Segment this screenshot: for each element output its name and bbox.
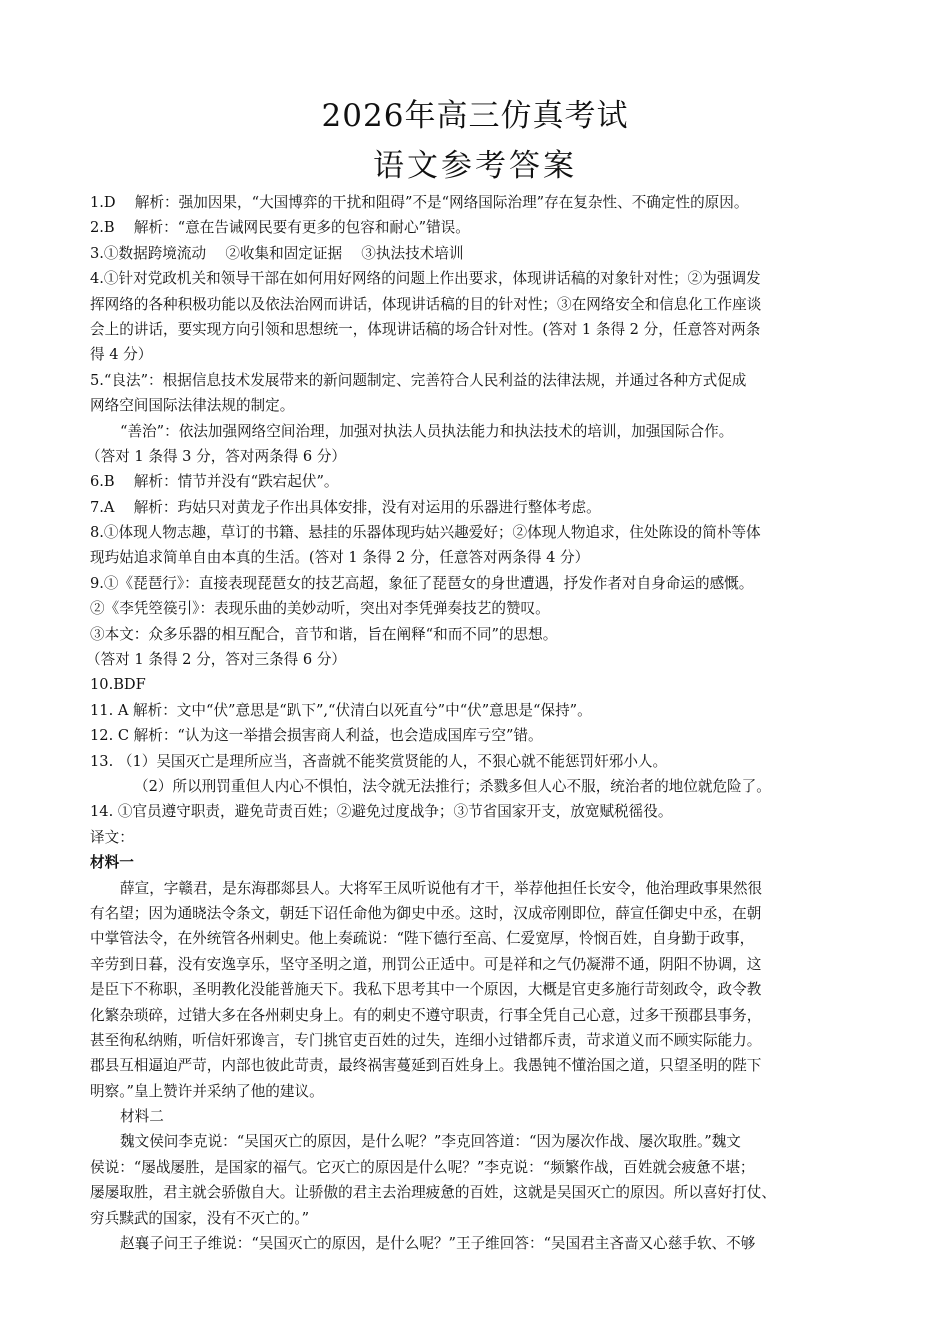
text-line: 得 4 分）: [90, 346, 153, 364]
text-line: 会上的讲话，要实现方向引领和思想统一，体现讲话稿的场合针对性。(答对 1 条得 2 分，任意答对两条: [90, 320, 761, 338]
text-line: 11. A 解析：文中“伏”意思是“趴下”,“伏清白以死直兮”中“伏”意思是“保持”。: [90, 701, 592, 719]
text-line: 10.BDF: [90, 676, 146, 694]
text-line: 13. （1）吴国灭亡是理所应当，吝啬就不能奖赏贤能的人，不狠心就不能惩罚奸邪小人。: [90, 752, 668, 770]
page-subtitle: 语文参考答案: [373, 148, 577, 184]
text-line: 屡屡取胜，君主就会骄傲自大。让骄傲的君主去治理疲惫的百姓，这就是吴国灭亡的原因。所以喜好打仗、: [90, 1184, 776, 1202]
text-line: （2）所以刑罚重但人内心不惧怕，法令就无法推行；杀戮多但人心不服，统治者的地位就危险了。: [134, 777, 771, 795]
text-line: 明察。”皇上赞许并采纳了他的建议。: [90, 1082, 324, 1100]
text-line: ②《李凭箜篌引》：表现乐曲的美妙动听，突出对李凭弹奏技艺的赞叹。: [90, 600, 550, 618]
text-line: 魏文侯问李克说：“吴国灭亡的原因，是什么呢？”李克回答道：“因为屡次作战、屡次取胜。”魏文: [120, 1133, 741, 1151]
text-line: 8.①体现人物志趣，草订的书籍、悬挂的乐器体现玙姑兴趣爱好；②体现人物追求，住处陈设的简朴等体: [90, 524, 761, 542]
section-heading: 材料二: [120, 1108, 164, 1126]
text-line: 5.“良法”：根据信息技术发展带来的新问题制定、完善符合人民利益的法律法规，并通过各种方式促成: [90, 371, 747, 389]
text-line: “善治”：依法加强网络空间治理，加强对执法人员执法能力和执法技术的培训，加强国际合作。: [120, 422, 734, 440]
text-line: 12. C 解析：“认为这一举措会损害商人利益，也会造成国库亏空”错。: [90, 727, 543, 745]
text-line: 有名望；因为通晓法令条文，朝廷下诏任命他为御史中丞。这时，汉成帝刚即位，薛宣任御史中丞，在朝: [90, 904, 762, 922]
text-line: 赵襄子问王子维说：“吴国灭亡的原因，是什么呢？”王子维回答：“吴国君主吝啬又心慈手软、不够: [120, 1235, 756, 1253]
text-line: 14. ①官员遵守职责，避免苛责百姓；②避免过度战争；③节省国家开支，放宽赋税徭役。: [90, 803, 673, 821]
text-line: 辛劳到日暮，没有安逸享乐，坚守圣明之道，刑罚公正适中。可是祥和之气仍凝滞不通，阴阳不协调，这: [90, 955, 762, 973]
text-line: （答对 1 条得 2 分，答对三条得 6 分）: [86, 651, 347, 669]
text-line: 挥网络的各种积极功能以及依法治网而讲话，体现讲话稿的目的针对性；③在网络安全和信息化工作座谈: [90, 295, 762, 313]
text-line: 现玙姑追求简单自由本真的生活。(答对 1 条得 2 分，任意答对两条得 4 分）: [90, 549, 590, 567]
text-line: 化繁杂琐碎，过错大多在各州刺史身上。有的刺史不遵守职责，行事全凭自己心意，过多干预郡县事务，: [90, 1006, 762, 1024]
text-line: 薛宣，字赣君，是东海郡郯县人。大将军王凤听说他有才干，举荐他担任长安令，他治理政事果然很: [120, 879, 763, 897]
text-line: 1.D 解析：强加因果，“大国博弈的干扰和阻碍”不是“网络国际治理”存在复杂性、不确定性的原因。: [90, 194, 749, 211]
text-line: 2.B 解析：“意在告诫网民要有更多的包容和耐心”错误。: [90, 219, 470, 237]
text-line: 甚至徇私纳贿，听信奸邪谗言，专门挑官吏百姓的过失，连细小过错都斥责，苛求道义而不顾实际能力。: [90, 1031, 762, 1049]
text-line: 6.B 解析：情节并没有“跌宕起伏”。: [90, 473, 339, 491]
text-line: 3.①数据跨境流动 ②收集和固定证据 ③执法技术培训: [90, 244, 464, 262]
text-line: 中掌管法令，在外统管各州刺史。他上奏疏说：“陛下德行至高、仁爱宽厚，怜悯百姓，自身勤于政事，: [90, 930, 755, 948]
text-line: 4.①针对党政机关和领导干部在如何用好网络的问题上作出要求，体现讲话稿的对象针对性；②为强调发: [90, 270, 761, 288]
text-line: （答对 1 条得 3 分，答对两条得 6 分）: [86, 447, 347, 465]
page-title: 2026年高三仿真考试: [321, 98, 629, 134]
text-line: ③本文：众多乐器的相互配合，音节和谐，旨在阐释“和而不同”的思想。: [90, 625, 558, 643]
text-line: 9.①《琵琶行》：直接表现琵琶女的技艺高超，象征了琵琶女的身世遭遇，抒发作者对自身命运的感慨。: [90, 574, 754, 592]
text-line: 侯说：“屡战屡胜，是国家的福气。它灭亡的原因是什么呢？”李克说：“频繁作战，百姓就会疲惫不堪；: [90, 1158, 755, 1176]
section-heading: 材料一: [90, 854, 134, 872]
answer-body: [86, 190, 862, 1256]
text-line: 网络空间国际法律法规的制定。: [90, 397, 295, 415]
text-line: 穷兵黩武的国家，没有不灭亡的。”: [90, 1209, 310, 1227]
text-line: 译文：: [90, 828, 134, 846]
text-line: 郡县互相逼迫严苛，内部也彼此苛责，最终祸害蔓延到百姓身上。我愚钝不懂治国之道，只望圣明的陛下: [90, 1057, 762, 1075]
text-line: 7.A 解析：玙姑只对黄龙子作出具体安排，没有对运用的乐器进行整体考虑。: [90, 498, 601, 516]
text-line: 是臣下不称职，圣明教化没能普施天下。我私下思考其中一个原因，大概是官吏多施行苛刻政令，政令教: [90, 981, 762, 999]
